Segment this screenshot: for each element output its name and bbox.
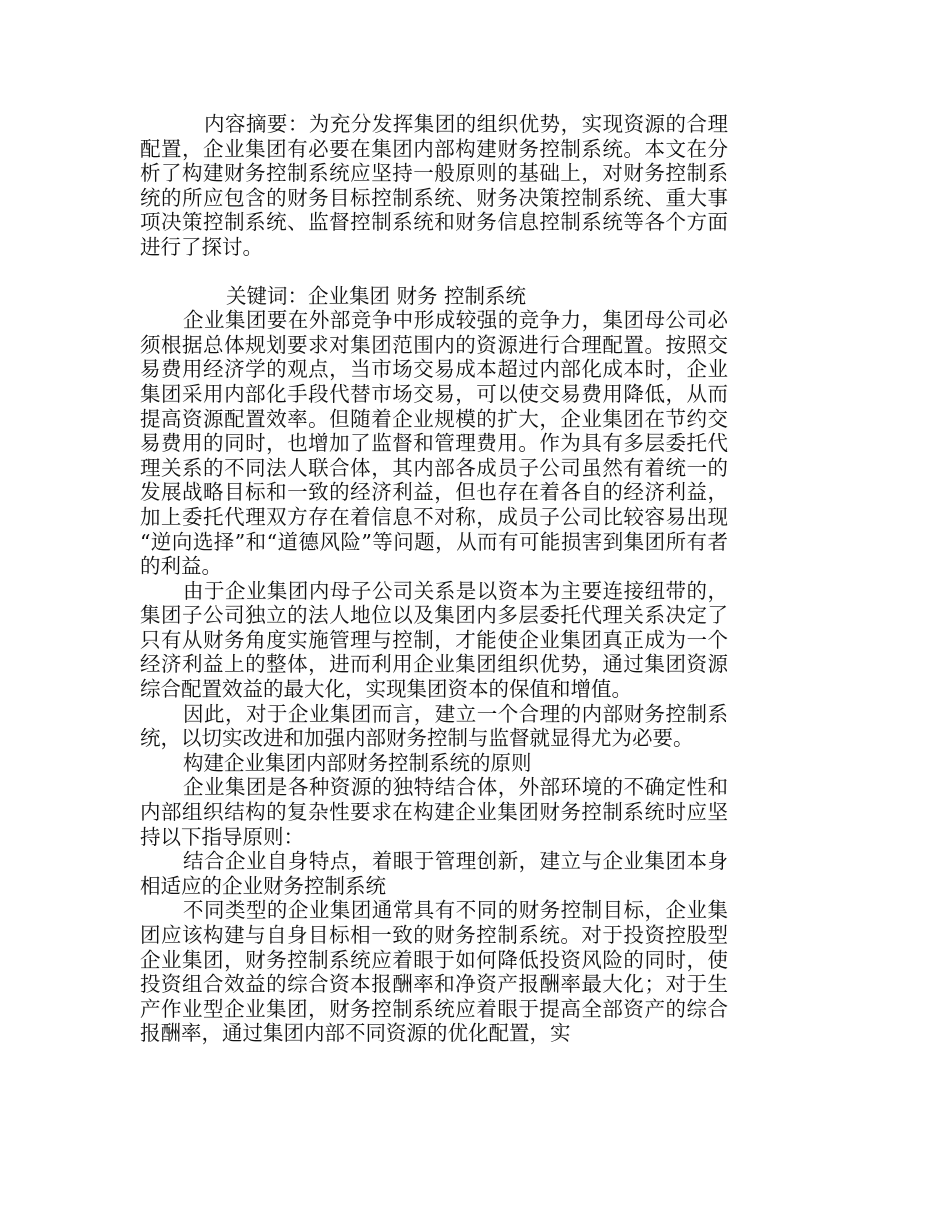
abstract-paragraph: 内容摘要：为充分发挥集团的组织优势，实现资源的合理配置，企业集团有必要在集团内部构建财务控制系统。本文在分析了构建财务控制系统应坚持一般原则的基础上，对财务控制系统的所应包含的财务目标控制系统、财务决策控制系统、重大事项决策控制系统、监督控制系统和财务信息控制系统等各个方面进行了探讨。 [140,112,728,259]
section-heading: 构建企业集团内部财务控制系统的原则 [183,750,532,775]
body-paragraph: 不同类型的企业集团通常具有不同的财务控制目标，企业集团应该构建与自身目标相一致的财务控制系统。对于投资控股型企业集团，财务控制系统应着眼于如何降低投资风险的同时，使投资组合效益的综合资本报酬率和净资产报酬率最大化；对于生产作业型企业集团，财务控制系统应着眼于提高全部资产的综合报酬率，通过集团内部不同资源的优化配置，实 [140,898,728,1046]
body-paragraph: 企业集团要在外部竞争中形成较强的竞争力，集团母公司必须根据总体规划要求对集团范围内的资源进行合理配置。按照交易费用经济学的观点，当市场交易成本超过内部化成本时，企业集团采用内部化手段代替市场交易，可以使交易费用降低，从而提高资源配置效率。但随着企业规模的扩大，企业集团在节约交易费用的同时，也增加了监督和管理费用。作为具有多层委托代理关系的不同法人联合体，其内部各成员子公司虽然有着统一的发展战略目标和一致的经济利益，但也存在着各自的经济利益，加上委托代理双方存在着信息不对称，成员子公司比较容易出现 “逆向选择”和“道德风险”等问题，从而有可能损害到集团所有者的利益。 [140,308,728,579]
body-paragraph: 企业集团是各种资源的独特结合体，外部环境的不确定性和内部组织结构的复杂性要求在构建企业集团财务控制系统时应坚持以下指导原则： [140,775,728,849]
body-paragraph: 因此，对于企业集团而言，建立一个合理的内部财务控制系统，以切实改进和加强内部财务控制与监督就显得尤为必要。 [140,701,728,751]
document-page [140,112,728,1046]
keywords-line: 关键词：企业集团 财务 控制系统 [226,283,527,308]
subsection-heading: 结合企业自身特点，着眼于管理创新，建立与企业集团本身相适应的企业财务控制系统 [140,849,728,898]
body-paragraph: 由于企业集团内母子公司关系是以资本为主要连接纽带的，集团子公司独立的法人地位以及集团内多层委托代理关系决定了只有从财务角度实施管理与控制，才能使企业集团真正成为一个经济利益上的整体，进而利用企业集团组织优势，通过集团资源综合配置效益的最大化，实现集团资本的保值和增值。 [140,578,728,702]
